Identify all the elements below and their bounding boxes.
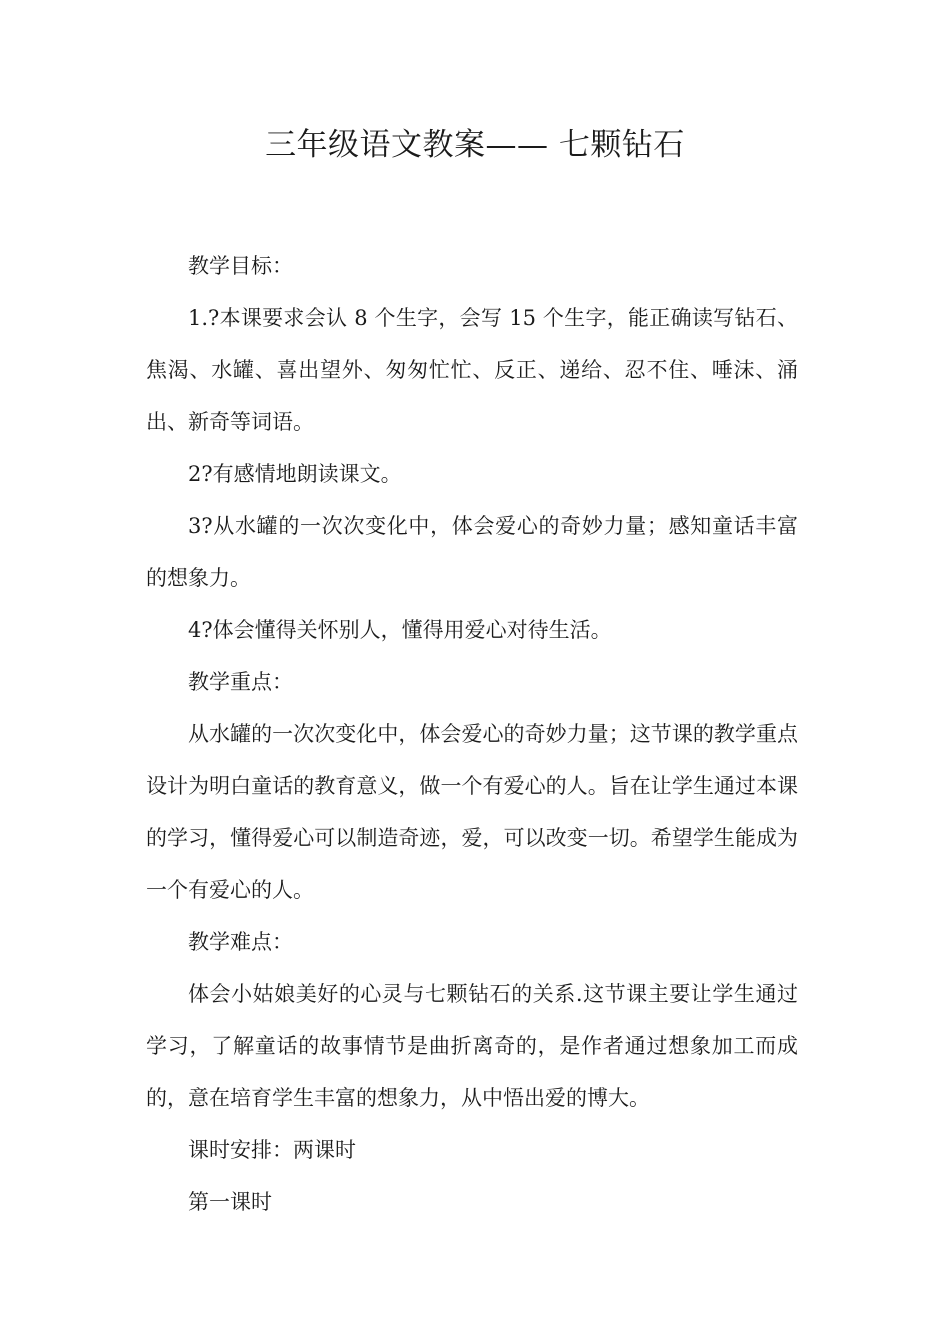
document-body bbox=[146, 240, 798, 1228]
heading-objectives: 教学目标： bbox=[188, 254, 293, 278]
document-title: 三年级语文教案—— 七颗钻石 bbox=[265, 127, 685, 163]
objective-1: 1.?本课要求会认 8 个生字，会写 15 个生字，能正确读写钻石、焦渴、水罐、喜出望外、匆匆忙忙、反正、递给、忍不住、唾沫、涌出、新奇等词语。 bbox=[146, 306, 798, 434]
difficulties-text: 体会小姑娘美好的心灵与七颗钻石的关系.这节课主要让学生通过学习，了解童话的故事情节是曲折离奇的，是作者通过想象加工而成的，意在培育学生丰富的想象力，从中悟出爱的博大。 bbox=[146, 982, 798, 1110]
schedule-text: 课时安排：两课时 bbox=[188, 1138, 356, 1162]
first-lesson-heading: 第一课时 bbox=[188, 1190, 272, 1214]
objective-4: 4?体会懂得关怀别人，懂得用爱心对待生活。 bbox=[188, 618, 612, 642]
key-points-text: 从水罐的一次次变化中，体会爱心的奇妙力量；这节课的教学重点设计为明白童话的教育意义，做一个有爱心的人。旨在让学生通过本课的学习，懂得爱心可以制造奇迹，爱，可以改变一切。希望学生能成为一个有爱心的人。 bbox=[146, 722, 798, 902]
objective-3: 3?从水罐的一次次变化中，体会爱心的奇妙力量；感知童话丰富的想象力。 bbox=[146, 514, 798, 590]
heading-difficulties: 教学难点： bbox=[188, 930, 293, 954]
heading-key-points: 教学重点： bbox=[188, 670, 293, 694]
objective-2: 2?有感情地朗读课文。 bbox=[188, 462, 402, 486]
